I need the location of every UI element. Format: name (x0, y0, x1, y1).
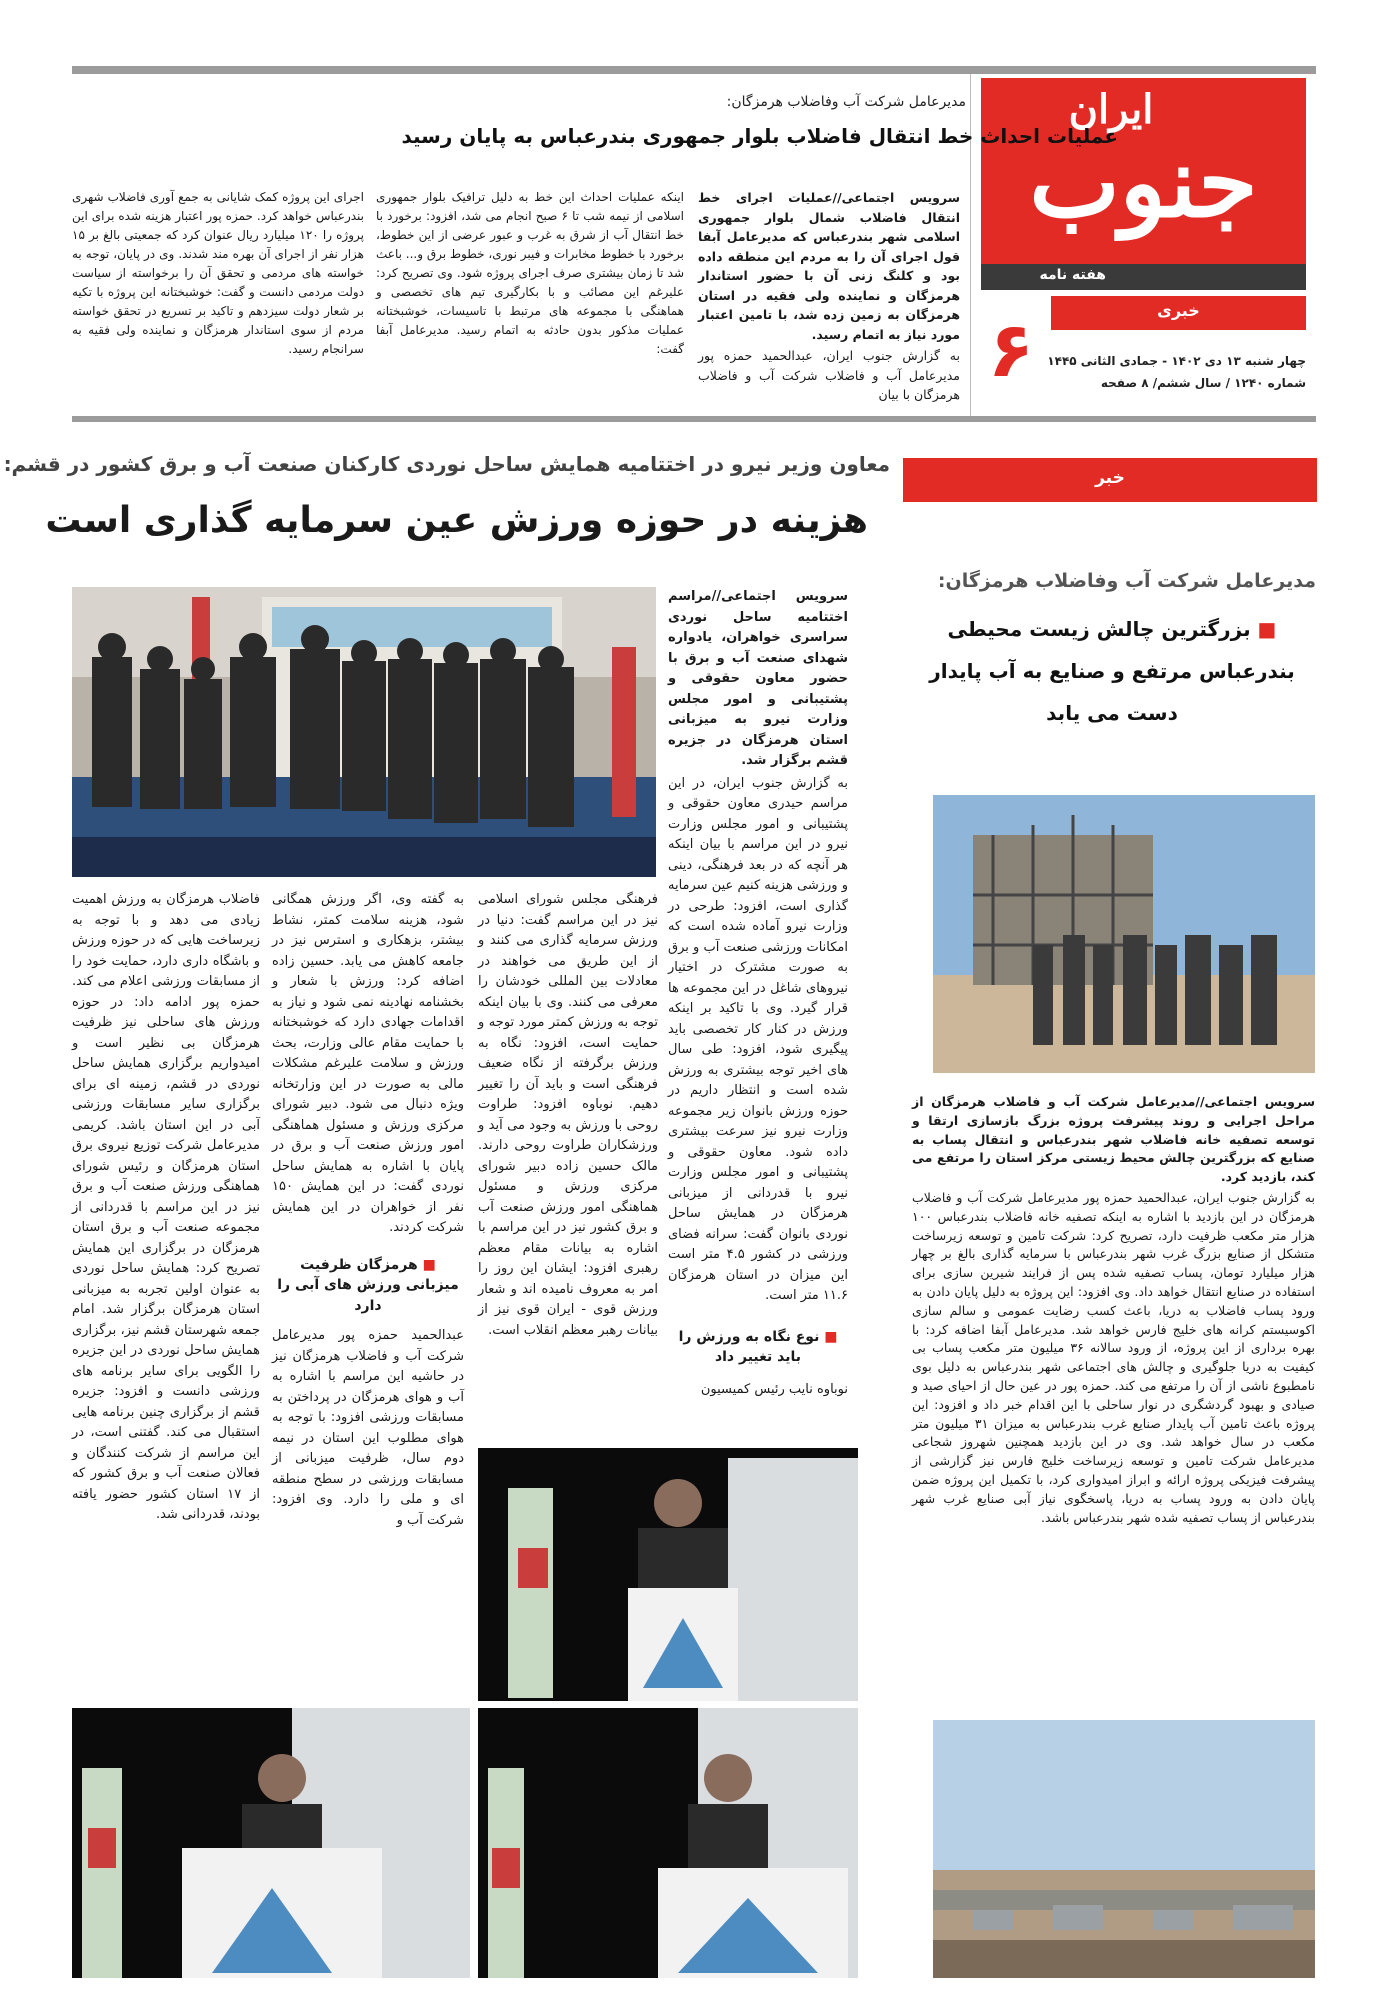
main-article-sub2: ■ هرمزگان ظرفیت میزبانی ورزش های آبی را دارد (277, 1256, 459, 1314)
date-line: چهار شنبه ۱۳ دی ۱۴۰۲ - جمادی الثانی ۱۴۴۵ (1047, 354, 1306, 368)
group-photo (72, 587, 656, 877)
construction-photo (933, 795, 1315, 1073)
treatment-plant-photo (933, 1720, 1315, 1978)
main-article-kicker: معاون وزیر نیرو در اختتامیه همایش ساحل نوردی کارکنان صنعت آب و برق کشور در قشم: (3, 452, 890, 476)
speaker-photo-1 (478, 1448, 858, 1701)
top-article-col3-text: اجرای این پروژه کمک شایانی به جمع آوری فاضلاب شهری بندرعباس خواهد کرد. حمزه پور اعتبار هزینه شده برای این پروژه را ۱۲۰ میلیارد ریال عنوان کرد که جمعیتی بالغ بر ۱۵ هزار نفر از اجرای آن بهره مند شدند. وی در پایان، توجه به خواسته های مردمی و تحقق آن را برخواسته از سیاست دولت مردمی دانست و گفت: خوشبختانه این پروژه با تکیه بر شعار دولت سیزدهم و تاکید بر تسریع در تحقق خواسته مردم از سوی استاندار هرمزگان و نماینده ولی فقیه به سرانجام رسید. (72, 190, 364, 356)
logo-sub-text: ایران (1068, 86, 1154, 133)
main-article-headline: هزینه در حوزه ورزش عین سرمایه گذاری است (45, 500, 868, 541)
top-band-bottom-rule (72, 416, 1316, 422)
top-article-col2-text: اینکه عملیات احداث این خط به دلیل ترافیک بلوار جمهوری اسلامی از نیمه شب تا ۶ صبح انجام می شد، افزود: برخورد با خط انتقال آب از شرق به غرب و عبور عرضی از این خطوط، برخورد با خطوط مخابرات و فیبر نوری، خطوط برق و... باعث شد تا زمان بیشتری صرف اجرای پروژه شود. وی تصریح کرد: علیرغم این مصائب و با بکارگیری تیم های تخصصی و هماهنگی با مجموعه های مرتبط با تاسیسات، خوشبختانه عملیات مذکور بدون حادثه به اتمام رسید. مدیرعامل آبفا گفت: (376, 190, 684, 356)
main-article-col3-text: به گفته وی، اگر ورزش همگانی شود، هزینه سلامت کمتر، نشاط بیشتر، بزهکاری و استرس نیز در جامعه کاهش می یابد. حسین زاده اضافه کرد: ورزش با شعار و بخشنامه نهادینه نمی شود و نیاز به اقدامات جهادی دارد که خوشبختانه با حمایت مقام عالی وزارت، بحث ورزش و سلامت علیرغم مشکلات مالی به صورت در این وزارتخانه ویژه دنبال می شود. دبیر شورای مرکزی ورزش و مسئول هماهنگی امور ورزش صنعت آب و برق در پایان با اشاره به همایش ساحل نوردی گفت: در این همایش ۱۵۰ نفر از خواهران در این همایش شرکت کردند. (272, 892, 464, 1235)
weekly-band (981, 264, 1306, 290)
top-article-col1-text: به گزارش جنوب ایران، عبدالحمید حمزه پور مدیرعامل آب و فاضلاب شرکت آب و فاضلاب هرمزگان با بیان (698, 348, 960, 402)
main-article-col1 (668, 587, 848, 1402)
top-article-headline: عملیات احداث خط انتقال فاضلاب بلوار جمهوری بندرعباس به پایان رسید (401, 124, 1118, 148)
main-article-col1-text: به گزارش جنوب ایران، در این مراسم حیدری معاون حقوقی و پشتیبانی و امور مجلس وزارت نیرو در این مراسم با بیان اینکه هر آنچه که در بعد فرهنگی، دینی و ورزشی هزینه کنیم عین سرمایه گذاری است، افزود: طرحی در وزارت نیرو آماده شده است که امکانات ورزشی صنعت آب و برق به صورت مشترک در اختیار نیروهای شاغل در این مجموعه ها قرار گیرد. وی با تاکید بر اینکه ورزش در کنار کار تخصصی باید پیگیری شود، افزود: طی سال های اخیر توجه بیشتری به ورزش شده است و انتظار داریم در حوزه ورزش بانوان زیر مجموعه وزارت نیرو نیز سرعت بیشتری داده شود. معاون حقوقی و پشتیبانی و امور مجلس وزارت نیرو با قدردانی از میزبانی هرمزگان در همایش ساحل نوردی بانوان گفت: سرانه فضای ورزشی در کشور ۴.۵ متر است این میزان در استان هرمزگان ۱۱.۶ متر است. (668, 775, 848, 1303)
main-article-col4-text: فاضلاب هرمزگان به ورزش اهمیت زیادی می دهد و با توجه به زیرساخت هایی که در حوزه ورزش و باشگاه داری دارد، حمایت خود را از مسابقات ورزشی اعلام می کند. حمزه پور ادامه داد: در حوزه ورزش های ساحلی نیز ظرفیت هرمزگان بی نظیر است و امیدواریم برگزاری همایش ساحل نوردی در قشم، زمینه ای برای برگزاری سایر مسابقات ورزشی آبی در این استان باشد. کریمی مدیرعامل شرکت توزیع نیروی برق استان هرمزگان و رئیس شورای هماهنگی ورزش صنعت آب و برق نیز در این مراسم با قدردانی از مجموعه صنعت آب و برق استان هرمزگان در برگزاری این همایش تصریح کرد: همایش ساحل نوردی به عنوان اولین تجربه به میزبانی استان هرمزگان برگزار شد. امام جمعه شهرستان قشم نیز، برگزاری همایش ساحل نوردی در این جزیره را الگویی برای سایر برنامه های ورزشی دانست و افزود: جزیره قشم از برگزاری چنین برنامه هایی استقبال می کند. گفتنی است، در این مراسم از شرکت کنندگان و فعالان صنعت آب و برق کشور که از ۱۷ استان کشور حضور یافته بودند، قدردانی شد. (72, 892, 260, 1522)
top-article-col1 (698, 188, 960, 407)
top-article-col3 (72, 188, 364, 361)
main-article-sub1-text: نوع نگاه به ورزش را باید تغییر داد (678, 1328, 820, 1365)
section-badge (1051, 296, 1306, 330)
page-number: ۶ (987, 305, 1035, 394)
side-article-headline: ■ بزرگترین چالش زیست محیطی بندرعباس مرتفع و صنایع به آب پایدار دست می یابد (929, 617, 1295, 725)
main-article-col3-after: عبدالحمید حمزه پور مدیرعامل شرکت آب و فاضلاب هرمزگان نیز در حاشیه این مراسم با اشاره به آب و هوای هرمزگان در پرداختن به مسابقات ورزشی افزود: با توجه به هوای مطلوب این استان در نیمه دوم سال، ظرفیت میزبانی از مسابقات ورزشی در سطح منطقه ای و ملی را دارد. وی افزود: شرکت آب و (272, 1328, 464, 1528)
logo-block (981, 78, 1306, 288)
main-article-col2-text: فرهنگی مجلس شورای اسلامی نیز در این مراسم گفت: دنیا در ورزش سرمایه گذاری می کنند و از این طریق می خواهند در معادلات بین المللی خودشان را معرفی می کنند. وی با بیان اینکه توجه به ورزش کمتر مورد توجه و حمایت است، افزود: نگاه به ورزش برگرفته از نگاه ضعیف فرهنگی است و باید آن را تغییر دهیم. نوباوه افزود: طراوت روحی با ورزش به وجود می آید و ورزشکاران طراوت روحی دارند. مالک حسین زاده دبیر شورای مرکزی ورزش و مسئول هماهنگی امور ورزش صنعت آب و برق کشور نیز در این مراسم با اشاره به بیانات مقام معظم رهبری افزود: ایشان این روز را امر به معروف نامیده اند و شعار ورزش قوی - ایران قوی نیز از بیانات رهبر معظم انقلاب است. (478, 892, 658, 1338)
speaker-photo-3 (478, 1708, 858, 1978)
side-article-text: به گزارش جنوب ایران، عبدالحمید حمزه پور مدیرعامل شرکت آب و فاضلاب هرمزگان در این بازدید با اشاره به اینکه تصفیه خانه فاضلاب بندرعباس ۱۰۰ هزار متر مکعب ظرفیت دارد، تصریح کرد: شرکت تامین و توسعه زیرساخت متشکل از صنایع بزرگ غرب شهر بندرعباس با سرمایه گذاری بالغ بر چهار هزار میلیارد تومان، پساب تصفیه شده پس از فرایند شیرین سازی برای استفاده در صنایع انتقال خواهد داد. وی افزود: این پروژه به دلیل پایان دادن به ورود پساب فاضلاب به دریا، باعث کسب رضایت عمومی و سالم سازی اکوسیستم کرانه های خلیج فارس خواهد شد. مدیرعامل آبفا اضافه کرد: با بهره برداری از این پروژه، از ورود سالانه ۳۶ میلیون متر مکعب پساب بی کیفیت به دریا جلوگیری و چالش های اجتماعی شهر بندرعباس به دلیل بوی نامطبوع ناشی از آن را مرتفع می کند. حمزه پور در عین حال از احیای صید و صیادی و بهبود گردشگری در نوار ساحلی با این اقدام خبر داد و افزود: این پروژه باعث تامین آب پایدار صنایع غرب بندرعباس به میزان ۳۱ میلیون متر مکعب در سال خواهد شد. وی در این بازدید همچنین شهروز شجاعی مدیرعامل شرکت تامین و توسعه زیرساخت خلیج فارس نیز گزارشی از پیشرفت فیزیکی پروژه ارائه و ابراز امیدواری کرد، با تکمیل این پروژه ضمن پایان دادن به ورود پساب به دریا، پاسخگوی نیاز آبی صنایع غرب شهر بندرعباس از پساب تصفیه شده شهر بندرعباس باشد. (912, 1189, 1315, 1525)
side-section-label: خبر (1095, 468, 1125, 488)
speaker-photo-2 (72, 1708, 470, 1978)
main-article-sub1: ■ نوع نگاه به ورزش را باید تغییر داد (678, 1328, 838, 1365)
logo-main-text: جنوب (1029, 126, 1258, 239)
top-article-col2 (376, 188, 684, 361)
main-article-sub2-text: هرمزگان ظرفیت میزبانی ورزش های آبی را دارد (277, 1256, 459, 1314)
main-article-lead: سرویس اجتماعی//مراسم اختتامیه ساحل نوردی سراسری خواهران، یادواره شهدای صنعت آب و برق با حضور معاون حقوقی و پشتیبانی و امور مجلس وزارت نیرو به میزبانی استان هرمزگان در جزیره قشم برگزار شد. (668, 589, 848, 768)
top-rule (72, 66, 1316, 74)
section-label: خبری (1157, 301, 1200, 320)
side-article-body (912, 1093, 1315, 1529)
side-article-headline-text: بزرگترین چالش زیست محیطی بندرعباس مرتفع و صنایع به آب پایدار دست می یابد (929, 617, 1295, 725)
side-article-kicker: مدیرعامل شرکت آب وفاضلاب هرمزگان: (937, 570, 1316, 592)
top-article-kicker: مدیرعامل شرکت آب وفاضلاب هرمزگان: (726, 94, 966, 110)
top-article-lead: سرویس اجتماعی//عملیات اجرای خط انتقال فاضلاب شمال بلوار جمهوری اسلامی شهر بندرعباس که مدیرعامل آبفا قول اجرای آن را به مردم این منطقه داده بود و کلنگ زنی آن با حضور استاندار هرمزگان و نماینده ولی فقیه در استان هرمزگان به زمین زده شد، با تامین اعتبار مورد نیاز به اتمام رسید. (698, 190, 960, 342)
main-article-sub1-after: نوباوه نایب رئیس کمیسیون (700, 1381, 848, 1397)
main-article-col3 (272, 890, 464, 1533)
issue-line: شماره ۱۲۴۰ / سال ششم/ ۸ صفحه (1100, 376, 1306, 390)
side-article-lead: سرویس اجتماعی//مدیرعامل شرکت آب و فاضلاب هرمزگان از مراحل اجرایی و روند پیشرفت پروژه بزرگ بازسازی ارتقا و توسعه تصفیه خانه فاضلاب شهر بندرعباس و انتقال پساب به صنایع که بزرگترین چالش محیط زیستی مرکز استان را مرتفع می کند، بازدید کرد. (912, 1094, 1315, 1185)
main-article-col4 (72, 890, 260, 1528)
side-section-bar (903, 458, 1317, 502)
weekly-label: هفته نامه (1039, 267, 1106, 283)
main-article-col2 (478, 890, 658, 1343)
